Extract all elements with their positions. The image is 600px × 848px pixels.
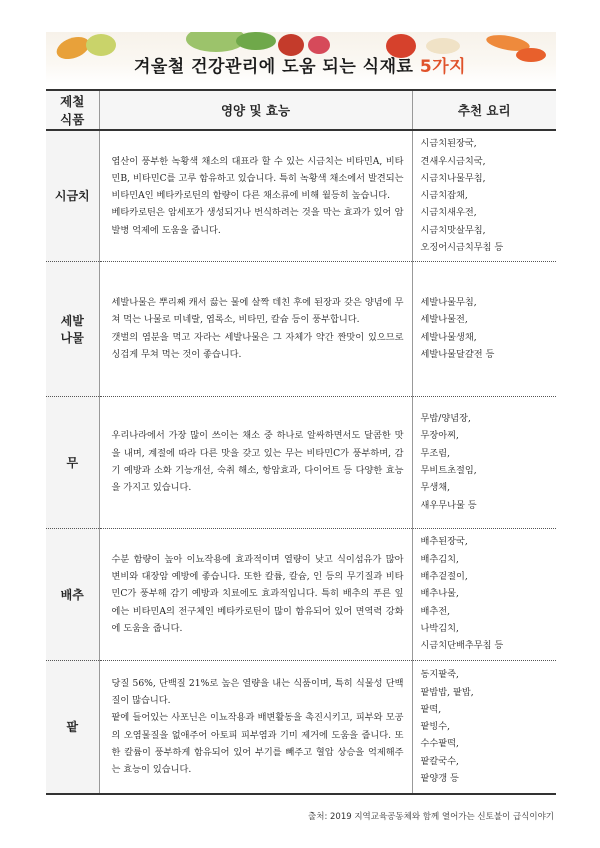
header-nutrition: 영양 및 효능: [99, 90, 412, 130]
recipe-item: 무조림,: [420, 447, 451, 459]
recipe-item: 동지팥죽,: [420, 669, 459, 681]
food-table: [46, 89, 556, 795]
recipe-list: [412, 130, 556, 261]
food-description: 수분 함량이 높아 이뇨작용에 효과적이며 열량이 낮고 식이섬유가 많아 변비와 대장암 예방에 좋습니다. 또한 칼륨, 칼슘, 인 등의 무기질과 비타민C가 풍부해 감기 예방과 치료에도 효과적입니다. 특히 배추의 푸른 잎에는 비타민A의 전구체인 베타카로틴이 많이 함유되어 있어 면역력 강화에 도움을 줍니다.: [99, 528, 412, 660]
table-row: [46, 130, 556, 261]
table-row: [46, 261, 556, 396]
recipe-item: 팥빙수,: [420, 721, 451, 733]
recipe-list: [412, 660, 556, 794]
recipe-item: 세발나물전,: [420, 314, 468, 326]
recipe-item: 시금치새우전,: [420, 207, 477, 219]
recipe-item: 수수팥떡,: [420, 738, 459, 750]
food-name: 무: [46, 396, 99, 528]
recipe-list: [412, 528, 556, 660]
recipe-item: 무생채,: [420, 482, 451, 494]
table-header-row: [46, 90, 556, 130]
recipe-item: 오징어시금치무침 등: [420, 241, 504, 253]
food-name: 팥: [46, 660, 99, 794]
recipe-item: 무밥/양념장,: [420, 413, 471, 425]
recipe-item: 배추김치,: [420, 553, 459, 565]
food-description: 당질 56%, 단백질 21%로 높은 열량을 내는 식품이며, 특히 식물성 단백질이 많습니다. 팥에 들어있는 사포닌은 이뇨작용과 배변활동을 촉진시키고, 피부와 모공의 오염물질을 없애주어 아토피 피부염과 기미 제거에 도움을 줍니다. 또한 칼륨이 풍부하게 함유되어 있어 부기를 빼주고 혈압 상승을 억제해주는 효능이 있습니다.: [99, 660, 412, 794]
recipe-item: 시금치나물무침,: [420, 172, 486, 184]
recipe-item: 시금치된장국,: [420, 138, 477, 150]
recipe-item: 세발나물달걀전 등: [420, 348, 495, 360]
food-name: 배추: [46, 528, 99, 660]
table-row: [46, 528, 556, 660]
recipe-item: 팥양갱 등: [420, 772, 459, 784]
table-row: [46, 396, 556, 528]
recipe-item: 세발나물생채,: [420, 331, 477, 343]
recipe-item: 배추된장국,: [420, 536, 468, 548]
recipe-item: 견새우시금치국,: [420, 155, 486, 167]
page-title: 겨울철 건강관리에 도움 되는 식재료 5가지: [133, 57, 467, 77]
recipe-list: [412, 261, 556, 396]
header-recipes: 추천 요리: [412, 90, 556, 130]
recipe-item: 시금치단배추무침 등: [420, 640, 504, 652]
recipe-item: 무비트초절임,: [420, 465, 477, 476]
recipe-item: 팥떡,: [420, 703, 442, 715]
recipe-item: 팥칼국수,: [420, 755, 459, 767]
table-row: [46, 660, 556, 794]
food-description: 엽산이 풍부한 녹황색 채소의 대표라 할 수 있는 시금치는 비타민A, 비타민B, 비타민C를 고루 함유하고 있습니다. 특히 녹황색 채소에서 발견되는 비타민A인 베타카로틴의 함량이 다른 채소류에 비해 월등히 높습니다. 베타카로틴은 암세포가 생성되거나 번식하려는 것을 막는 효과가 있어 암 발병 억제에 도움을 줍니다.: [99, 130, 412, 261]
source-note: 출처: 2019 지역교육공동체와 함께 열어가는 신토불이 급식이야기: [308, 812, 554, 822]
food-name: 세발 나물: [46, 261, 99, 396]
recipe-list: [412, 396, 556, 528]
title-accent: 5가지: [419, 57, 467, 77]
recipe-item: 나박김치,: [420, 622, 459, 634]
recipe-item: 시금치맛살무침,: [420, 224, 486, 236]
recipe-item: 배추나물,: [420, 588, 459, 600]
recipe-item: 배추겉절이,: [420, 571, 468, 583]
recipe-item: 세발나물무침,: [420, 296, 477, 308]
leaf-decoration: [236, 32, 276, 50]
recipe-item: 팥밥밥, 팥밥,: [420, 686, 474, 698]
recipe-item: 배추전,: [420, 605, 451, 617]
food-description: 세발나물은 뿌리째 캐서 끓는 물에 살짝 데친 후에 된장과 갖은 양념에 무쳐 먹는 나물로 미네랄, 엽록소, 비타민, 칼슘 등이 풍부합니다. 갯벌의 염분을 먹고 자라는 세발나물은 그 자체가 약간 짠맛이 있으므로 싱겁게 무쳐 먹는 것이 좋습니다.: [99, 261, 412, 396]
food-name: 시금치: [46, 130, 99, 261]
recipe-item: 무장아찌,: [420, 430, 459, 442]
header-season-food: 제철 식품: [46, 90, 99, 130]
food-description: 우리나라에서 가장 많이 쓰이는 채소 중 하나로 알싸하면서도 달콤한 맛을 내며, 계절에 따라 다른 맛을 갖고 있는 무는 비타민C가 풍부하며, 감기 예방과 소화 기능개선, 숙취 해소, 항암효과, 다이어트 등 다양한 효능을 가지고 있습니다.: [99, 396, 412, 528]
recipe-item: 시금치잡채,: [420, 190, 468, 202]
recipe-item: 새우무나물 등: [420, 499, 477, 511]
